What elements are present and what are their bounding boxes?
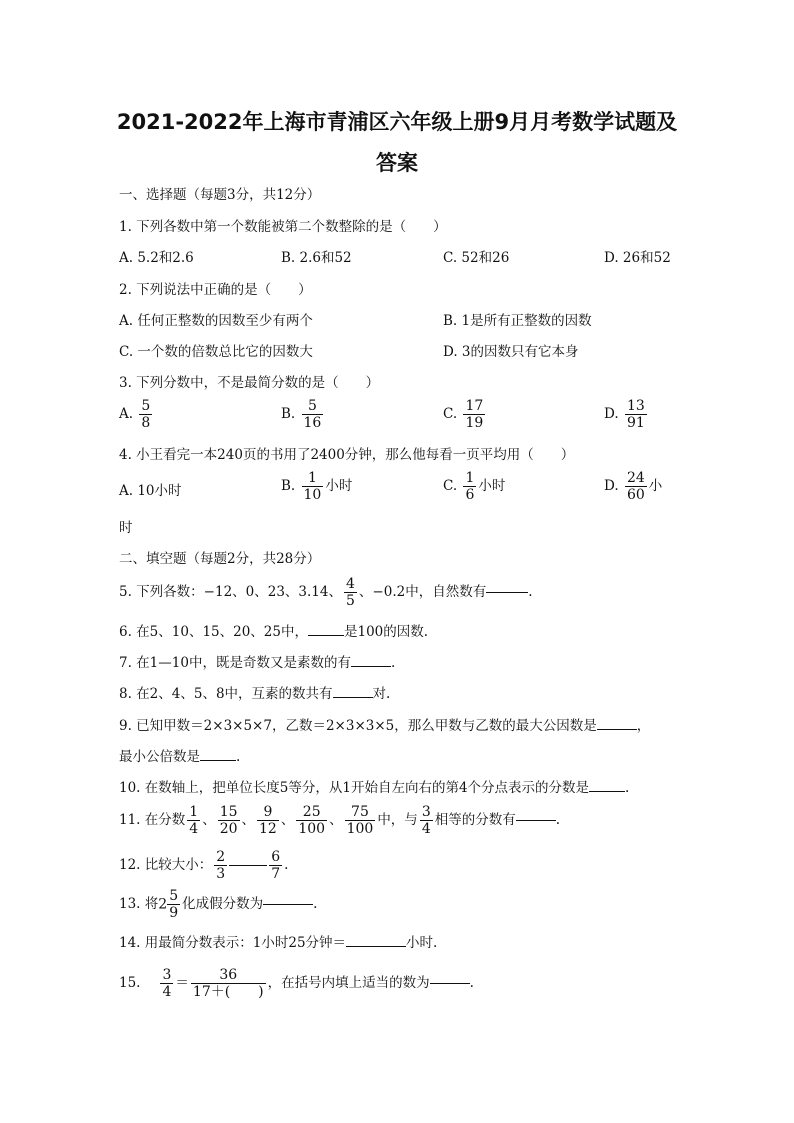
denominator: 60 (626, 487, 645, 504)
q13-fraction-part (167, 888, 180, 921)
numerator: 1 (302, 470, 324, 487)
q6-answer-blank[interactable] (308, 635, 344, 636)
q15-rhs-fraction (191, 967, 266, 1000)
q5-text-pre: 5. 下列各数：−12、0、23、3.14、 (119, 583, 342, 600)
q14-answer-blank[interactable] (346, 946, 406, 947)
q9-line1 (119, 720, 650, 734)
q9-text-line1: 9. 已知甲数＝2×3×5×7，乙数＝2×3×3×5，那么甲数与乙数的最大公因数是 (119, 718, 597, 734)
numerator: 9 (257, 804, 279, 821)
q4-option-c-fraction (463, 470, 476, 503)
q11-fraction-3 (257, 804, 279, 837)
q10-answer-blank[interactable] (589, 791, 625, 792)
q11-fraction-1 (187, 804, 200, 837)
q4-option-c (443, 470, 505, 503)
section2-heading: 二、填空题（每题2分，共28分） (119, 551, 321, 567)
q5-text-post: 、−0.2中，自然数有 (358, 583, 487, 600)
q4-option-d (604, 470, 662, 503)
q15-lhs-fraction (160, 967, 173, 1000)
q7-answer-blank[interactable] (351, 666, 391, 667)
q12-text-end: . (284, 856, 289, 873)
q4-option-b-label: B. (281, 477, 296, 494)
q15-text-post: ，在括号内填上适当的数为 (267, 974, 430, 991)
q8-text-post: 对. (372, 686, 391, 702)
denominator: 5 (346, 593, 355, 610)
section1-heading: 一、选择题（每题3分，共12分） (119, 187, 321, 203)
q11-target-fraction (420, 804, 433, 837)
numerator: 3 (421, 804, 431, 820)
q12-compare-blank[interactable] (229, 865, 267, 866)
q13-text-post: 化成假分数为 (182, 895, 264, 912)
q11-fraction-2 (218, 804, 240, 837)
numerator: 6 (271, 849, 281, 865)
q3-option-c (443, 398, 487, 431)
q11-separator: 、 (329, 811, 343, 828)
q13-text-end: . (313, 895, 318, 912)
q4-option-a: A. 10小时 (119, 483, 182, 499)
denominator: 8 (141, 415, 151, 432)
denominator: 100 (346, 821, 374, 838)
q11-text-pre: 11. 在分数 (119, 811, 186, 828)
q4-option-d-unit: 小 (648, 477, 663, 494)
q3-option-b-label: B. (281, 405, 296, 422)
q2-option-b: B. 1是所有正整数的因数 (443, 313, 592, 329)
q2-stem: 2. 下列说法中正确的是（ ） (119, 282, 312, 298)
q11-separator: 、 (202, 811, 216, 828)
q8 (119, 688, 390, 702)
q2-option-d: D. 3的因数只有它本身 (443, 344, 579, 360)
q14-text-post: 小时. (406, 935, 438, 951)
denominator: 4 (421, 821, 431, 838)
q1-option-d: D. 26和52 (604, 250, 671, 266)
q6 (119, 626, 428, 640)
numerator: 13 (626, 398, 645, 414)
q13-mixed-number (158, 888, 182, 921)
q6-text-pre: 6. 在5、10、15、20、25中， (119, 624, 308, 640)
numerator: 75 (345, 804, 376, 821)
q4-option-b-fraction (302, 470, 324, 503)
q9-text-end1: ， (636, 718, 651, 734)
numerator: 1 (465, 470, 475, 486)
q8-answer-blank[interactable] (333, 697, 373, 698)
q3-option-c-label: C. (443, 405, 458, 422)
q4-option-b-unit: 小时 (325, 477, 353, 494)
denominator: 4 (189, 821, 199, 838)
q14 (119, 937, 437, 951)
denominator: 4 (162, 984, 172, 1001)
q11-text-post: 相等的分数有 (434, 811, 516, 828)
q8-text-pre: 8. 在2、4、5、8中，互素的数共有 (119, 686, 333, 702)
q5-fraction (344, 576, 357, 609)
q10-text: 10. 在数轴上，把单位长度5等分，从1开始自左向右的第4个分点表示的分数是 (119, 780, 590, 796)
q4-option-b (281, 470, 352, 503)
q12-fraction-b (269, 849, 282, 882)
denominator: 12 (259, 821, 277, 838)
page-title-line1: 2021-2022年上海市青浦区六年级上册9月月考数学试题及 (116, 110, 678, 134)
denominator: 9 (169, 905, 179, 922)
q9-text-end2: . (236, 749, 241, 765)
q7 (119, 657, 395, 671)
q11-fraction-4 (296, 804, 327, 837)
q13-text-pre: 13. 将 (119, 895, 159, 912)
denominator: 10 (303, 487, 322, 504)
q13-whole-part: 2 (158, 896, 168, 913)
q1-option-b: B. 2.6和52 (281, 250, 352, 266)
q15-answer-blank[interactable] (430, 983, 470, 984)
denominator: 91 (626, 415, 645, 432)
denominator: 100 (298, 821, 326, 838)
q4-option-c-label: C. (443, 477, 458, 494)
q1-option-c: C. 52和26 (443, 250, 510, 266)
q3-option-a-fraction (139, 398, 152, 431)
q9-lcm-blank[interactable] (200, 760, 236, 761)
q11-answer-blank[interactable] (516, 820, 556, 821)
q3-option-b (281, 398, 325, 431)
q15-number: 15. (119, 974, 141, 991)
numerator: 5 (302, 398, 324, 415)
q4-option-d-label: D. (604, 477, 619, 494)
numerator: 17 (465, 398, 484, 414)
q11-fraction-5 (345, 804, 376, 837)
numerator: 4 (346, 576, 355, 592)
q11-separator: 、 (280, 811, 295, 828)
denominator: 7 (271, 866, 281, 883)
q3-option-a (119, 398, 154, 431)
q5 (119, 576, 533, 609)
q10-text-end: . (625, 780, 630, 796)
q1-option-a: A. 5.2和2.6 (119, 250, 194, 266)
q13-answer-blank[interactable] (263, 904, 313, 905)
q7-text-end: . (390, 655, 396, 671)
denominator: 20 (219, 821, 238, 838)
q2-option-c: C. 一个数的倍数总比它的因数大 (119, 344, 313, 360)
denominator: 19 (465, 415, 484, 432)
q15 (119, 967, 474, 1000)
numerator: 5 (169, 888, 179, 904)
page-title-line2: 答案 (376, 151, 418, 175)
q6-text-post: 是100的因数. (343, 624, 429, 640)
q1-stem: 1. 下列各数中第一个数能被第二个数整除的是（ ） (119, 219, 447, 235)
q7-text-pre: 7. 在1—10中，既是奇数又是素数的有 (119, 655, 351, 671)
q10 (119, 782, 629, 796)
q3-option-d-fraction (625, 398, 647, 431)
denominator: 3 (216, 866, 226, 883)
denominator: 6 (465, 487, 475, 504)
q15-text-end: . (469, 974, 474, 991)
q5-answer-blank[interactable] (486, 592, 528, 593)
denominator-with-parentheses: 17＋( ) (192, 984, 264, 1001)
numerator: 24 (626, 470, 645, 486)
q4-option-d-fraction (625, 470, 647, 503)
numerator: 2 (216, 849, 226, 865)
q9-line2 (119, 751, 240, 765)
q9-gcd-blank[interactable] (597, 729, 637, 730)
q15-equals: ＝ (175, 974, 189, 991)
numerator: 36 (191, 967, 266, 984)
q4-wrap-text: 时 (119, 520, 133, 536)
q4-stem: 4. 小王看完一本240页的书用了2400分钟，那么他每看一页平均用（ ） (119, 447, 575, 463)
q9-text-line2: 最小公倍数是 (119, 749, 200, 765)
q13 (119, 888, 317, 921)
q14-text-pre: 14. 用最简分数表示：1小时25分钟＝ (119, 935, 347, 951)
q5-text-end: . (528, 583, 533, 600)
numerator: 5 (141, 398, 151, 414)
q11 (119, 804, 560, 837)
q3-option-b-fraction (302, 398, 324, 431)
q3-option-c-fraction (463, 398, 485, 431)
numerator: 25 (296, 804, 327, 821)
q11-separator: 、 (241, 811, 256, 828)
q3-stem: 3. 下列分数中，不是最简分数的是（ ） (119, 375, 380, 391)
q12-fraction-a (214, 849, 227, 882)
q2-option-a: A. 任何正整数的因数至少有两个 (119, 313, 313, 329)
q11-text-mid: 中，与 (377, 811, 418, 828)
q11-text-end: . (555, 811, 561, 828)
q3-option-d-label: D. (604, 405, 619, 422)
q3-option-a-label: A. (119, 405, 134, 422)
numerator: 15 (219, 804, 238, 820)
denominator: 16 (303, 415, 322, 432)
q12-text-pre: 12. 比较大小： (119, 856, 213, 873)
numerator: 3 (162, 967, 172, 983)
q3-option-d (604, 398, 649, 431)
q12 (119, 849, 288, 882)
q4-option-c-unit: 小时 (478, 477, 506, 494)
numerator: 1 (189, 804, 199, 820)
